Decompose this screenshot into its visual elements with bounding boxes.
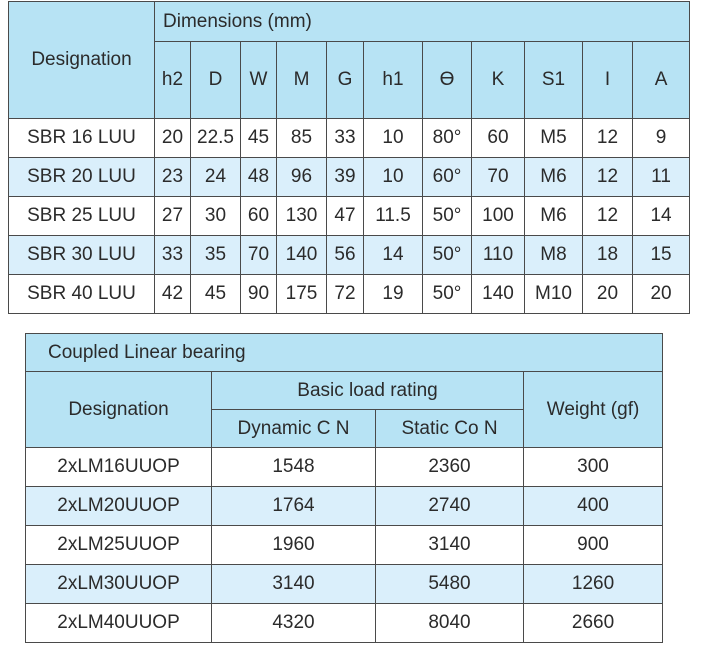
table-cell: 140 xyxy=(277,236,327,275)
table-cell: 110 xyxy=(472,236,525,275)
table-row xyxy=(9,197,690,236)
table-cell: 1764 xyxy=(212,487,376,526)
table-cell: 11 xyxy=(633,158,690,197)
column-header: K xyxy=(472,42,525,119)
column-header: ϴ xyxy=(423,42,472,119)
table-cell: 300 xyxy=(524,448,663,487)
table-cell: 10 xyxy=(364,158,423,197)
table-cell: 96 xyxy=(277,158,327,197)
designation-cell: SBR 16 LUU xyxy=(9,119,155,158)
table-cell: 1548 xyxy=(212,448,376,487)
table-row xyxy=(9,275,690,314)
table-cell: 1260 xyxy=(524,565,663,604)
table-cell: 85 xyxy=(277,119,327,158)
column-header: h1 xyxy=(364,42,423,119)
column-header: D xyxy=(191,42,241,119)
weight-header: Weight (gf) xyxy=(524,372,663,448)
table-cell: 18 xyxy=(583,236,633,275)
designation-header: Designation xyxy=(9,2,155,119)
table-cell: 4320 xyxy=(212,604,376,643)
table-cell: 50° xyxy=(423,236,472,275)
table-cell: M6 xyxy=(525,197,583,236)
table-cell: 20 xyxy=(583,275,633,314)
column-header: W xyxy=(241,42,277,119)
table-cell: 2660 xyxy=(524,604,663,643)
table-row xyxy=(26,487,663,526)
table-cell: 400 xyxy=(524,487,663,526)
table-cell: 19 xyxy=(364,275,423,314)
column-header: S1 xyxy=(525,42,583,119)
designation-cell: 2xLM25UUOP xyxy=(26,526,212,565)
column-header: A xyxy=(633,42,690,119)
table-cell: 80° xyxy=(423,119,472,158)
designation-cell: 2xLM16UUOP xyxy=(26,448,212,487)
table-cell: 50° xyxy=(423,197,472,236)
table-cell: M10 xyxy=(525,275,583,314)
column-header: I xyxy=(583,42,633,119)
table-cell: 30 xyxy=(191,197,241,236)
table-cell: 12 xyxy=(583,119,633,158)
table-cell: 39 xyxy=(327,158,364,197)
table-cell: 2740 xyxy=(376,487,524,526)
table-row xyxy=(26,604,663,643)
table-cell: 22.5 xyxy=(191,119,241,158)
table-cell: 60 xyxy=(241,197,277,236)
table-row xyxy=(26,526,663,565)
table-row xyxy=(9,236,690,275)
table-cell: 100 xyxy=(472,197,525,236)
table-cell: 90 xyxy=(241,275,277,314)
table-cell: 33 xyxy=(155,236,191,275)
table-cell: 72 xyxy=(327,275,364,314)
table-cell: 50° xyxy=(423,275,472,314)
dimensions-header-row xyxy=(9,2,690,42)
table-cell: 70 xyxy=(472,158,525,197)
table-cell: 2360 xyxy=(376,448,524,487)
table-cell: 70 xyxy=(241,236,277,275)
designation-cell: SBR 25 LUU xyxy=(9,197,155,236)
designation-cell: SBR 30 LUU xyxy=(9,236,155,275)
table-cell: 130 xyxy=(277,197,327,236)
designation-header: Designation xyxy=(26,372,212,448)
table-cell: 27 xyxy=(155,197,191,236)
table-row xyxy=(26,565,663,604)
table-cell: 24 xyxy=(191,158,241,197)
table-cell: 140 xyxy=(472,275,525,314)
table-cell: 15 xyxy=(633,236,690,275)
designation-cell: 2xLM40UUOP xyxy=(26,604,212,643)
basic-load-rating-header: Basic load rating xyxy=(212,372,524,410)
designation-cell: 2xLM30UUOP xyxy=(26,565,212,604)
table-cell: 47 xyxy=(327,197,364,236)
table-cell: M5 xyxy=(525,119,583,158)
load-rating-table xyxy=(25,333,663,643)
table-caption: Coupled Linear bearing xyxy=(26,334,663,372)
table-cell: 900 xyxy=(524,526,663,565)
table-cell: 1960 xyxy=(212,526,376,565)
load-header-row xyxy=(26,372,663,410)
dimensions-group-header: Dimensions (mm) xyxy=(155,2,690,42)
table-cell: 56 xyxy=(327,236,364,275)
table-cell: 45 xyxy=(241,119,277,158)
table-cell: 3140 xyxy=(376,526,524,565)
table-cell: 42 xyxy=(155,275,191,314)
table-cell: 20 xyxy=(633,275,690,314)
table-cell: 12 xyxy=(583,197,633,236)
designation-cell: SBR 20 LUU xyxy=(9,158,155,197)
table-cell: 14 xyxy=(633,197,690,236)
static-header: Static Co N xyxy=(376,410,524,448)
table-cell: 10 xyxy=(364,119,423,158)
designation-cell: 2xLM20UUOP xyxy=(26,487,212,526)
table-cell: M8 xyxy=(525,236,583,275)
dynamic-header: Dynamic C N xyxy=(212,410,376,448)
column-header: G xyxy=(327,42,364,119)
table-cell: 48 xyxy=(241,158,277,197)
table-cell: M6 xyxy=(525,158,583,197)
dimensions-table xyxy=(8,1,690,314)
load-caption-row xyxy=(26,334,663,372)
table-cell: 3140 xyxy=(212,565,376,604)
table-cell: 12 xyxy=(583,158,633,197)
table-row xyxy=(9,119,690,158)
table-cell: 23 xyxy=(155,158,191,197)
table-cell: 14 xyxy=(364,236,423,275)
table-row xyxy=(26,448,663,487)
table-cell: 9 xyxy=(633,119,690,158)
table-cell: 11.5 xyxy=(364,197,423,236)
table-cell: 5480 xyxy=(376,565,524,604)
table-cell: 8040 xyxy=(376,604,524,643)
table-row xyxy=(9,158,690,197)
table-cell: 175 xyxy=(277,275,327,314)
table-cell: 60 xyxy=(472,119,525,158)
column-header: M xyxy=(277,42,327,119)
table-cell: 60° xyxy=(423,158,472,197)
table-cell: 35 xyxy=(191,236,241,275)
table-cell: 33 xyxy=(327,119,364,158)
designation-cell: SBR 40 LUU xyxy=(9,275,155,314)
column-header: h2 xyxy=(155,42,191,119)
table-cell: 20 xyxy=(155,119,191,158)
table-cell: 45 xyxy=(191,275,241,314)
